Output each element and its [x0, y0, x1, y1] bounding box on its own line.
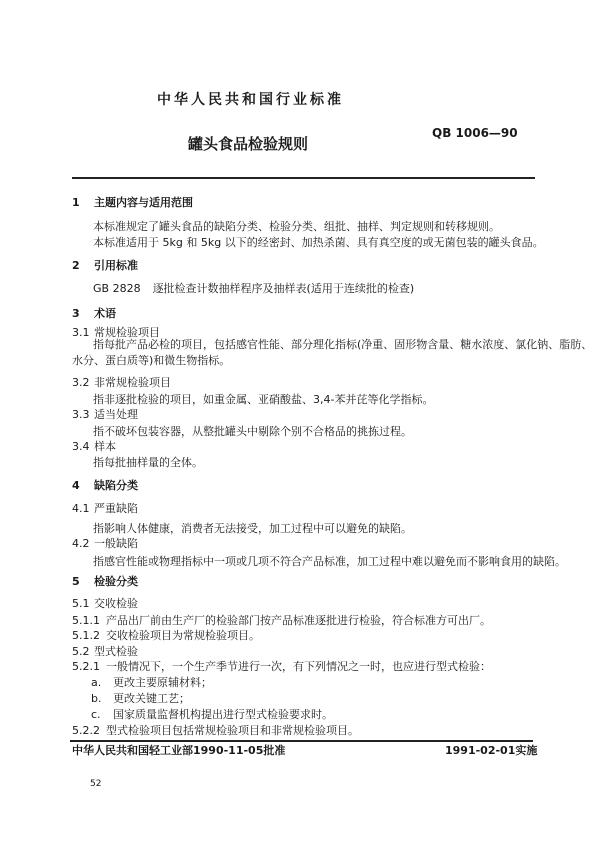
page-number: 52: [90, 779, 102, 789]
clause-5-1-1: 5.1.1 产品出厂前由生产厂的检验部门按产品标准逐批进行检验，符合标准方可出厂。: [72, 614, 491, 627]
doc-title: 罐头食品检验规则: [188, 135, 309, 153]
term-3-2-heading: 3.2 非常规检验项目: [72, 376, 171, 389]
list-item-b: b. 更改关键工艺；: [91, 692, 190, 705]
clause-5-2-2: 5.2.2 型式检验项目包括常规检验项目和非常规检验项目。: [72, 724, 359, 737]
clause-5-2-1: 5.2.1 一般情况下，一个生产季节进行一次，有下列情况之一时，也应进行型式检验：: [72, 660, 491, 673]
section-4-heading: 4 缺陷分类: [72, 479, 138, 492]
term-3-1-text-cont: 水分、蛋白质等)和微生物指标。: [72, 354, 231, 367]
term-3-2-text: 指非逐批检验的项目，如重金属、亚硝酸盐、3,4-苯并芘等化学指标。: [93, 393, 434, 406]
term-3-3-heading: 3.3 适当处理: [72, 408, 138, 421]
section-1-heading: 1 主题内容与适用范围: [72, 196, 193, 209]
footer-rule: [70, 740, 533, 742]
approval-line: 中华人民共和国轻工业部1990-11-05批准: [72, 744, 286, 757]
term-3-4-text: 指每批抽样量的全体。: [93, 456, 203, 469]
term-3-1-text: 指每批产品必检的项目，包括感官性能、部分理化指标(净重、固形物含量、糖水浓度、氯化钠、脂肪、: [93, 338, 593, 351]
section-3-heading: 3 术语: [72, 307, 116, 320]
term-3-4-heading: 3.4 样本: [72, 440, 116, 453]
standard-code: QB 1006—90: [432, 126, 518, 140]
clause-5-1-2: 5.1.2 交收检验项目为常规检验项目。: [72, 629, 260, 642]
effective-date: 1991-02-01实施: [445, 744, 538, 757]
list-item-c: c. 国家质量监督机构提出进行型式检验要求时。: [91, 708, 333, 721]
section-1-para-2: 本标准适用于 5kg 和 5kg 以下的经密封、加热杀菌、具有真空度的或无菌包装的罐头食品。: [93, 236, 544, 249]
section-1-para-1: 本标准规定了罐头食品的缺陷分类、检验分类、组批、抽样、判定规则和转移规则。: [93, 220, 500, 233]
section-2-heading: 2 引用标准: [72, 259, 138, 272]
org-title: 中华人民共和国行业标准: [157, 92, 344, 108]
defect-4-1-heading: 4.1 严重缺陷: [72, 502, 138, 515]
defect-4-2-text: 指感官性能或物理指标中一项或几项不符合产品标准，加工过程中难以避免而不影响食用的缺陷。: [93, 555, 566, 568]
section-5-heading: 5 检验分类: [72, 575, 138, 588]
term-3-1-heading: 3.1 常规检验项目: [72, 326, 160, 339]
list-item-a: a. 更改主要原辅材料；: [91, 676, 212, 689]
defect-4-2-heading: 4.2 一般缺陷: [72, 537, 138, 550]
clause-5-2: 5.2 型式检验: [72, 645, 138, 658]
term-3-3-text: 指不破坏包装容器，从整批罐头中剔除个别不合格品的挑拣过程。: [93, 425, 412, 438]
section-2-reference: GB 2828 逐批检查计数抽样程序及抽样表(适用于连续批的检查): [93, 282, 415, 295]
clause-5-1: 5.1 交收检验: [72, 597, 138, 610]
defect-4-1-text: 指影响人体健康，消费者无法接受，加工过程中可以避免的缺陷。: [93, 522, 412, 535]
header-rule: [72, 177, 535, 179]
